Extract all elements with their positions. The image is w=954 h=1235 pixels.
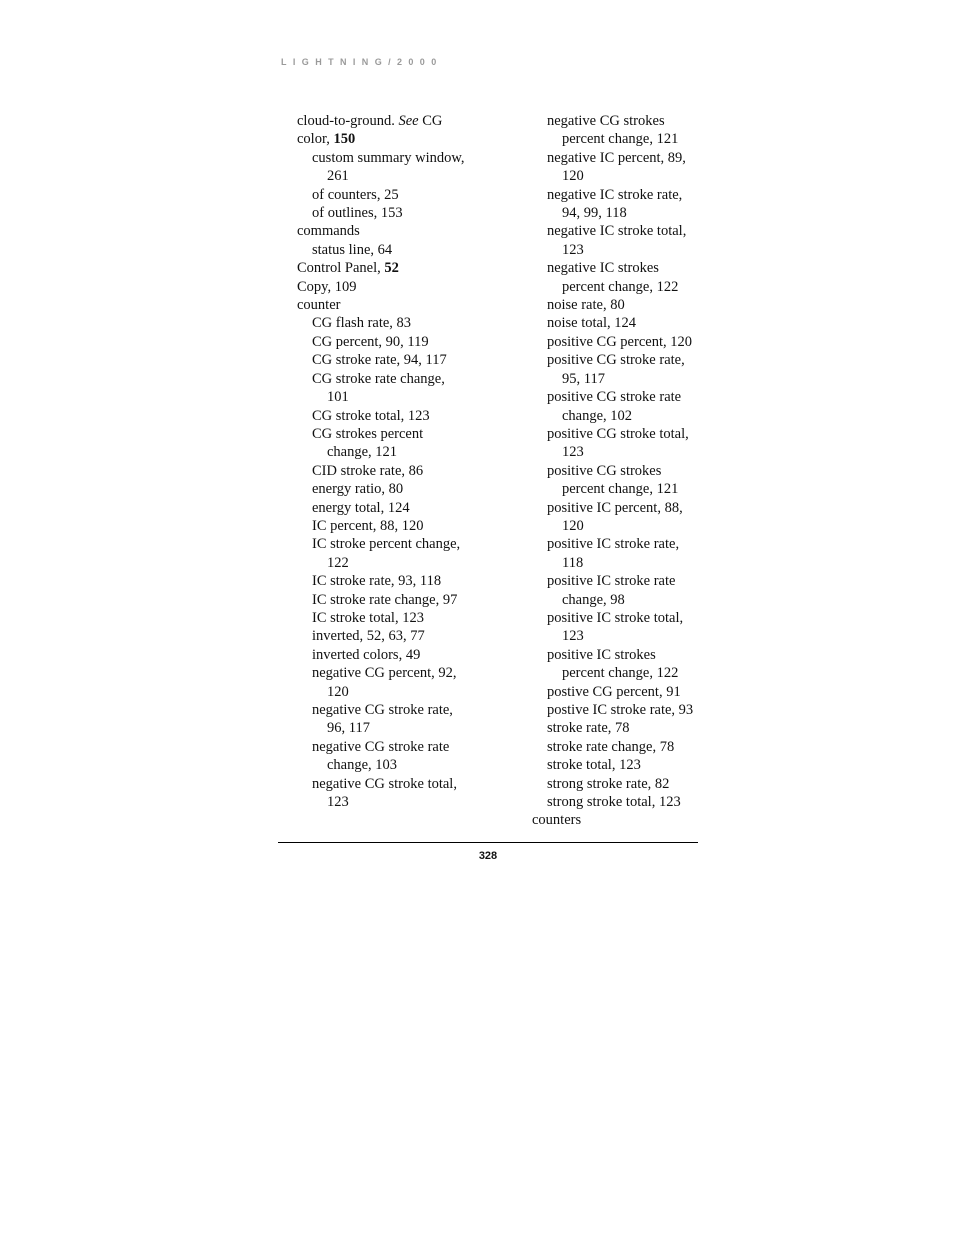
index-entry	[516, 811, 716, 829]
index-entry	[281, 259, 521, 277]
index-subentry	[531, 296, 716, 314]
index-entry-text: postive CG percent, 91	[547, 683, 681, 700]
index-entry-continuation: change, 98	[562, 591, 625, 608]
index-entry-text: energy ratio, 80	[312, 481, 404, 498]
index-entry-text: commands	[297, 223, 360, 240]
index-entry-text: status line, 64	[312, 241, 393, 258]
index-entry-continuation: percent change, 122	[562, 278, 679, 295]
index-entry-text: counter	[297, 297, 341, 314]
index-entry-text: strong stroke rate, 82	[547, 775, 670, 792]
index-entry-text: CG stroke total, 123	[312, 407, 430, 424]
index-entry-text: IC stroke total, 123	[312, 609, 424, 626]
index-entry-text: positive CG strokes	[547, 462, 662, 479]
index-subentry	[531, 425, 716, 462]
index-subentry	[296, 591, 521, 609]
index-subentry	[531, 462, 716, 499]
index-entry-text: inverted colors, 49	[312, 646, 421, 663]
index-entry-text: positive CG stroke total,	[547, 425, 689, 442]
index-entry-continuation: 120	[562, 517, 584, 534]
index-entry-text: noise rate, 80	[547, 297, 625, 314]
index-subentry	[296, 738, 521, 775]
index-entry-text: color,	[297, 131, 334, 148]
index-entry-continuation: 95, 117	[562, 370, 605, 387]
index-entry-text: CID stroke rate, 86	[312, 462, 424, 479]
index-entry-text: strong stroke total, 123	[547, 794, 681, 811]
running-header: LIGHTNING/2000	[281, 57, 443, 67]
index-entry	[281, 278, 521, 296]
index-entry-text: positive IC stroke rate	[547, 573, 676, 590]
index-subentry	[296, 480, 521, 498]
index-entry-text: CG stroke rate change,	[312, 370, 445, 387]
index-subentry	[531, 351, 716, 388]
index-entry-text: custom summary window,	[312, 149, 465, 166]
index-subentry	[531, 738, 716, 756]
footer-rule	[278, 842, 698, 843]
index-subentry	[531, 222, 716, 259]
index-entry-text: positive CG percent, 120	[547, 333, 692, 350]
index-entry	[281, 112, 521, 130]
index-subentry	[296, 609, 521, 627]
index-entry-text: stroke total, 123	[547, 757, 641, 774]
index-entry-continuation: 94, 99, 118	[562, 205, 627, 222]
index-entry-continuation: percent change, 122	[562, 665, 679, 682]
index-entry-text: negative CG strokes	[547, 113, 665, 129]
index-subentry	[531, 701, 716, 719]
index-entry-text: CG flash rate, 83	[312, 315, 412, 332]
index-entry-continuation: 123	[562, 628, 584, 645]
index-subentry	[296, 351, 521, 369]
index-entry-text: positive IC percent, 88,	[547, 499, 683, 516]
index-entry-text: counters	[532, 812, 582, 829]
index-entry-text: negative IC stroke rate,	[547, 186, 683, 203]
index-entry-text: IC stroke rate change, 97	[312, 591, 458, 608]
index-entry-continuation: 123	[562, 444, 584, 461]
index-entry-text: postive IC stroke rate, 93	[547, 702, 694, 718]
index-subentry	[296, 627, 521, 645]
index-subentry	[531, 609, 716, 646]
index-entry-text: negative IC percent, 89,	[547, 149, 686, 166]
index-entry-text: 52	[384, 260, 399, 277]
index-subentry	[531, 259, 716, 296]
index-subentry	[296, 535, 521, 572]
index-entry-text: negative IC strokes	[547, 260, 659, 277]
index-subentry	[531, 646, 716, 683]
index-entry-text: cloud-to-ground.	[297, 113, 399, 129]
index-entry-continuation: 118	[562, 554, 584, 571]
index-entry-text: IC percent, 88, 120	[312, 517, 424, 534]
index-entry-text: CG percent, 90, 119	[312, 333, 429, 350]
index-entry-text: CG	[418, 113, 443, 129]
index-column-left	[281, 112, 521, 811]
page-number: 328	[478, 850, 498, 862]
index-subentry	[296, 572, 521, 590]
index-entry-text: IC stroke rate, 93, 118	[312, 573, 442, 590]
index-entry-text: positive IC strokes	[547, 646, 656, 663]
index-entry-continuation: change, 103	[327, 757, 398, 774]
index-entry-text: positive CG stroke rate	[547, 389, 682, 406]
index-entry-continuation: 101	[327, 389, 349, 406]
index-entry-text: inverted, 52, 63, 77	[312, 628, 425, 645]
index-subentry	[531, 112, 716, 149]
index-entry-text: Copy, 109	[297, 278, 357, 295]
index-subentry	[296, 425, 521, 462]
index-subentry	[531, 775, 716, 793]
index-entry-text: positive CG stroke rate,	[547, 352, 685, 369]
index-subentry	[296, 314, 521, 332]
index-subentry	[531, 719, 716, 737]
index-entry-text: noise total, 124	[547, 315, 637, 332]
index-entry-continuation: percent change, 121	[562, 481, 679, 498]
index-entry-text: negative IC stroke total,	[547, 223, 687, 240]
index-subentry	[296, 186, 521, 204]
index-subentry	[296, 646, 521, 664]
index-entry-continuation: 120	[327, 683, 349, 700]
index-subentry	[531, 572, 716, 609]
index-subentry	[296, 204, 521, 222]
index-entry-text: Control Panel,	[297, 260, 385, 277]
index-subentry	[296, 149, 521, 186]
index-entry	[281, 296, 521, 314]
index-entry-continuation: 123	[327, 794, 349, 811]
index-subentry	[296, 664, 521, 701]
index-subentry	[296, 407, 521, 425]
index-entry-continuation: 96, 117	[327, 720, 370, 737]
index-entry-text: negative CG stroke rate,	[312, 702, 453, 718]
index-subentry	[296, 333, 521, 351]
index-subentry	[296, 499, 521, 517]
index-entry-text: stroke rate change, 78	[547, 738, 675, 755]
index-entry-continuation: 261	[327, 168, 349, 185]
index-subentry	[531, 793, 716, 811]
index-entry-text: negative CG stroke total,	[312, 775, 457, 792]
index-entry-continuation: change, 102	[562, 407, 633, 424]
index-entry	[281, 222, 521, 240]
index-entry-text: stroke rate, 78	[547, 720, 630, 737]
index-subentry	[531, 149, 716, 186]
index-subentry	[296, 462, 521, 480]
index-entry-continuation: 122	[327, 554, 349, 571]
index-subentry	[531, 314, 716, 332]
index-entry-text: 150	[333, 131, 356, 148]
index-entry-text: positive IC stroke total,	[547, 609, 684, 626]
index-subentry	[296, 517, 521, 535]
index-entry-text: energy total, 124	[312, 499, 410, 516]
index-subentry	[531, 499, 716, 536]
index-subentry	[531, 683, 716, 701]
index-subentry	[296, 370, 521, 407]
index-subentry	[296, 775, 521, 812]
index-entry-continuation: percent change, 121	[562, 131, 679, 148]
index-entry-text: of counters, 25	[312, 186, 399, 203]
index-entry-text: IC stroke percent change,	[312, 536, 461, 553]
index-subentry	[531, 186, 716, 223]
index-entry-text: negative CG percent, 92,	[312, 665, 457, 682]
index-entry-continuation: change, 121	[327, 444, 398, 461]
index-subentry	[296, 241, 521, 259]
index-entry-continuation: 123	[562, 241, 584, 258]
index-subentry	[531, 333, 716, 351]
index-entry-text: of outlines, 153	[312, 205, 403, 222]
index-entry	[281, 130, 521, 148]
index-entry-text: See	[398, 113, 419, 129]
index-entry-text: CG stroke rate, 94, 117	[312, 352, 447, 369]
index-entry-text: positive IC stroke rate,	[547, 536, 680, 553]
index-subentry	[531, 756, 716, 774]
index-subentry	[296, 701, 521, 738]
index-entry-text: CG strokes percent	[312, 425, 424, 442]
index-entry-continuation: 120	[562, 168, 584, 185]
index-subentry	[531, 388, 716, 425]
index-column-right	[516, 112, 716, 830]
index-subentry	[531, 535, 716, 572]
index-entry-text: negative CG stroke rate	[312, 738, 450, 755]
